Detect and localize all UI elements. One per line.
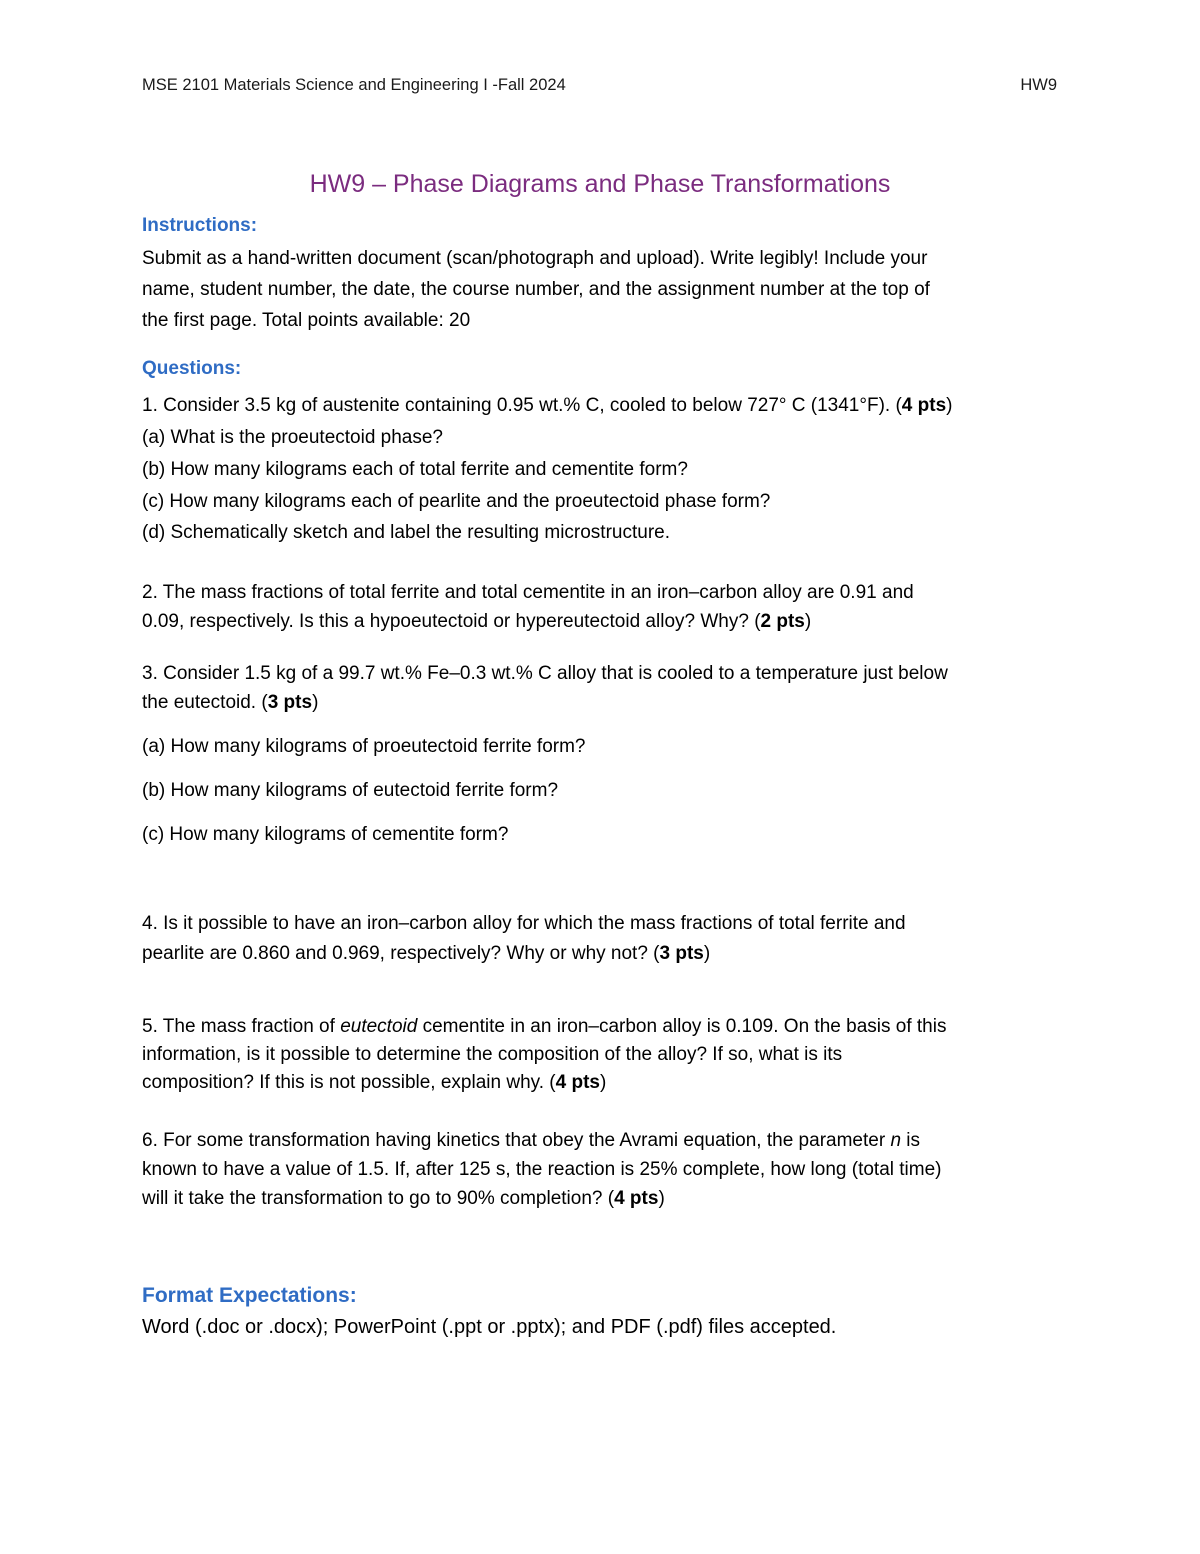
hw-label: HW9	[1020, 76, 1057, 94]
question-6-line-1: 6. For some transformation having kinetics that obey the Avrami equation, the parameter n is	[142, 1130, 921, 1151]
question-4-line-1: 4. Is it possible to have an iron–carbon alloy for which the mass fractions of total ferrite and	[142, 913, 906, 934]
question-3c: (c) How many kilograms of cementite form?	[142, 824, 509, 845]
question-5-line-1: 5. The mass fraction of eutectoid cementite in an iron–carbon alloy is 0.109. On the basis of this	[142, 1016, 947, 1037]
question-5-line-2: information, is it possible to determine the composition of the alloy? If so, what is its	[142, 1044, 843, 1065]
page-title: HW9 – Phase Diagrams and Phase Transformations	[309, 170, 891, 198]
question-2-line-1: 2. The mass fractions of total ferrite and total cementite in an iron–carbon alloy are 0.91 and	[142, 582, 914, 603]
question-1a: (a) What is the proeutectoid phase?	[142, 427, 444, 448]
instructions-line-2: name, student number, the date, the course number, and the assignment number at the top of	[142, 279, 930, 300]
question-1b: (b) How many kilograms each of total ferrite and cementite form?	[142, 459, 688, 480]
instructions-line-3: the first page. Total points available: 20	[142, 310, 471, 331]
question-3b: (b) How many kilograms of eutectoid ferrite form?	[142, 780, 559, 801]
course-header: MSE 2101 Materials Science and Engineering I -Fall 2024	[142, 76, 566, 94]
question-3-line-1: 3. Consider 1.5 kg of a 99.7 wt.% Fe–0.3 wt.% C alloy that is cooled to a temperature just below	[142, 663, 948, 684]
format-text: Word (.doc or .docx); PowerPoint (.ppt or .pptx); and PDF (.pdf) files accepted.	[142, 1316, 837, 1338]
question-1-stem: 1. Consider 3.5 kg of austenite containing 0.95 wt.% C, cooled to below 727° C (1341°F). (4 pts)	[142, 395, 953, 416]
question-3a: (a) How many kilograms of proeutectoid ferrite form?	[142, 736, 586, 757]
instructions-line-1: Submit as a hand-written document (scan/photograph and upload). Write legibly! Include your	[142, 248, 928, 269]
question-5-line-3: composition? If this is not possible, explain why. (4 pts)	[142, 1072, 607, 1093]
format-heading: Format Expectations:	[142, 1284, 357, 1307]
question-3-line-2: the eutectoid. (3 pts)	[142, 692, 319, 713]
question-6-line-3: will it take the transformation to go to 90% completion? (4 pts)	[142, 1188, 665, 1209]
instructions-heading: Instructions:	[142, 215, 258, 236]
question-1d: (d) Schematically sketch and label the resulting microstructure.	[142, 522, 671, 543]
question-4-line-2: pearlite are 0.860 and 0.969, respectively? Why or why not? (3 pts)	[142, 943, 711, 964]
question-6-line-2: known to have a value of 1.5. If, after 125 s, the reaction is 25% complete, how long (total time)	[142, 1159, 942, 1180]
questions-heading: Questions:	[142, 358, 242, 379]
question-2-line-2: 0.09, respectively. Is this a hypoeutectoid or hypereutectoid alloy? Why? (2 pts)	[142, 611, 812, 632]
question-1c: (c) How many kilograms each of pearlite and the proeutectoid phase form?	[142, 491, 771, 512]
